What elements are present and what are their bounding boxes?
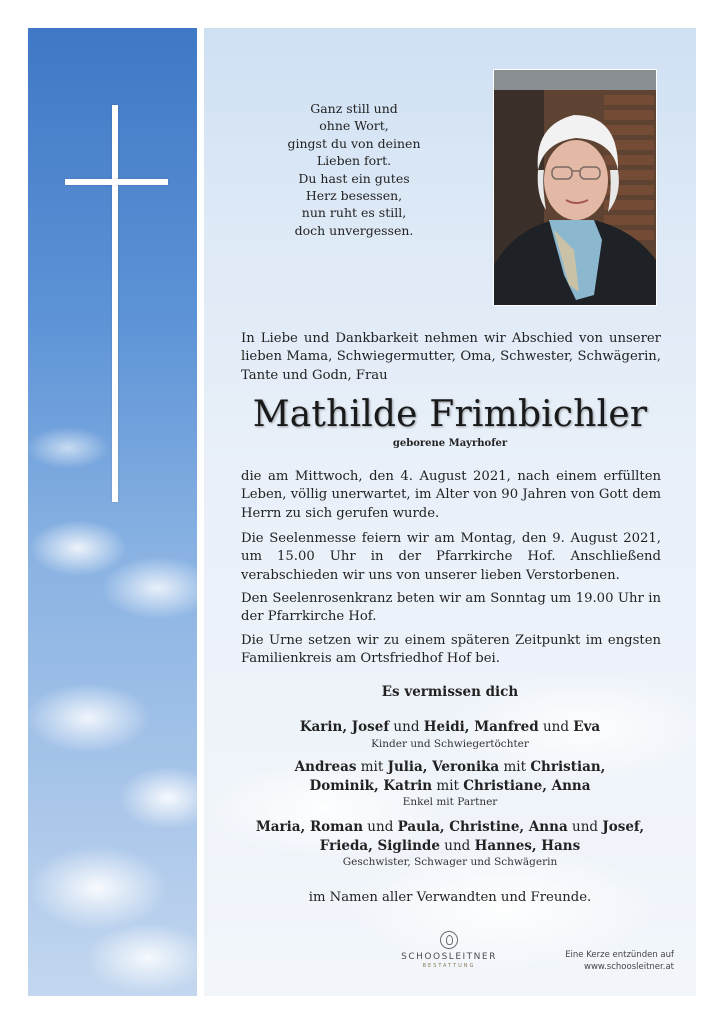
mourner-name: Josef, <box>602 819 645 835</box>
connector: und <box>389 719 424 735</box>
candle-link[interactable] <box>534 949 674 973</box>
mourner-name: Karin, Josef <box>299 719 390 735</box>
mourner-name: Julia, Veronika <box>387 759 500 775</box>
connector: mit <box>356 759 388 775</box>
candle-text: Eine Kerze entzünden auf <box>565 950 674 960</box>
mourner-group-grandchildren <box>224 758 676 809</box>
rose-icon <box>440 931 458 949</box>
poem-line: doch unvergessen. <box>294 222 414 238</box>
poem-line: Du hast ein gutes <box>298 170 410 186</box>
mourner-names <box>224 777 676 796</box>
brand-subtitle: BESTATTUNG <box>422 963 476 969</box>
portrait-photo <box>493 69 657 306</box>
mourner-relation: Kinder und Schwiegertöchter <box>371 737 529 750</box>
funeral-mass-paragraph: Die Seelenmesse feiern wir am Montag, den 9. August 2021, um 15.00 Uhr in der Pfarrkirche Hof. Anschließend verabschieden wir uns von unserer lieben Verstorbenen. <box>241 531 661 583</box>
intro-text: In Liebe und Dankbarkeit nehmen wir Abschied von unserer lieben Mama, Schwiegermutter, Oma, Schwester, Schwägerin, Tante und Godn, Frau <box>241 331 661 383</box>
urn-paragraph: Die Urne setzen wir zu einem späteren Zeitpunkt im engsten Familienkreis am Ortsfriedhof Hof bei. <box>241 633 661 667</box>
connector: mit <box>432 777 464 794</box>
mourner-relation: Geschwister, Schwager und Schwägerin <box>342 856 558 868</box>
mourner-name: Eva <box>573 719 601 735</box>
content-panel <box>204 28 696 996</box>
mourner-names <box>224 758 676 777</box>
portrait-illustration <box>494 70 656 305</box>
mourner-name: Hannes, Hans <box>474 837 581 854</box>
rosary-paragraph: Den Seelenrosenkranz beten wir am Sonntag um 19.00 Uhr in der Pfarrkirche Hof. <box>241 591 661 625</box>
poem-line: Herz besessen, <box>305 188 403 204</box>
mourner-name: Maria, Roman <box>255 819 364 835</box>
mourner-names <box>224 818 676 837</box>
mourner-names <box>224 718 676 737</box>
website-link[interactable]: www.schoosleitner.at <box>584 962 674 972</box>
cross-icon-vertical <box>112 105 118 502</box>
connector: mit <box>499 759 531 775</box>
poem <box>274 100 434 239</box>
connector: und <box>538 719 574 735</box>
connector: und <box>439 837 475 854</box>
mourner-name: Christian, <box>530 759 606 775</box>
funeral-home-logo <box>399 931 499 969</box>
poem-line: Lieben fort. <box>316 153 392 169</box>
poem-line: ohne Wort, <box>319 118 389 134</box>
mourner-group-children <box>224 718 676 751</box>
mourner-relation: Enkel mit Partner <box>402 796 498 808</box>
poem-line: nun ruht es still, <box>301 205 407 221</box>
maiden-name: geborene Mayrhofer <box>392 438 508 449</box>
connector: und <box>363 819 398 835</box>
connector: und <box>567 819 603 835</box>
mourner-name: Christiane, Anna <box>463 777 591 794</box>
cross-icon-horizontal <box>65 179 168 185</box>
mourner-group-siblings <box>224 818 676 869</box>
mourner-names <box>224 837 676 856</box>
deceased-name: Mathilde Frimbichler <box>252 394 648 435</box>
mourner-name: Heidi, Manfred <box>423 719 539 735</box>
brand-name: SCHOOSLEITNER <box>401 952 497 962</box>
mourner-name: Dominik, Katrin <box>309 777 433 794</box>
sky-panel <box>28 28 197 996</box>
closing-line: im Namen aller Verwandten und Freunde. <box>308 890 592 905</box>
poem-line: gingst du von deinen <box>287 135 421 151</box>
mourner-name: Paula, Christine, Anna <box>397 819 568 835</box>
poem-line: Ganz still und <box>310 101 398 116</box>
mourners-heading: Es vermissen dich <box>381 684 519 700</box>
death-notice-paragraph: die am Mittwoch, den 4. August 2021, nach einem erfüllten Leben, völlig unerwartet, im Alter von 90 Jahren von Gott dem Herrn zu sich gerufen wurde. <box>241 469 661 521</box>
mourner-name: Andreas <box>294 759 357 775</box>
mourner-name: Frieda, Siglinde <box>319 837 440 854</box>
